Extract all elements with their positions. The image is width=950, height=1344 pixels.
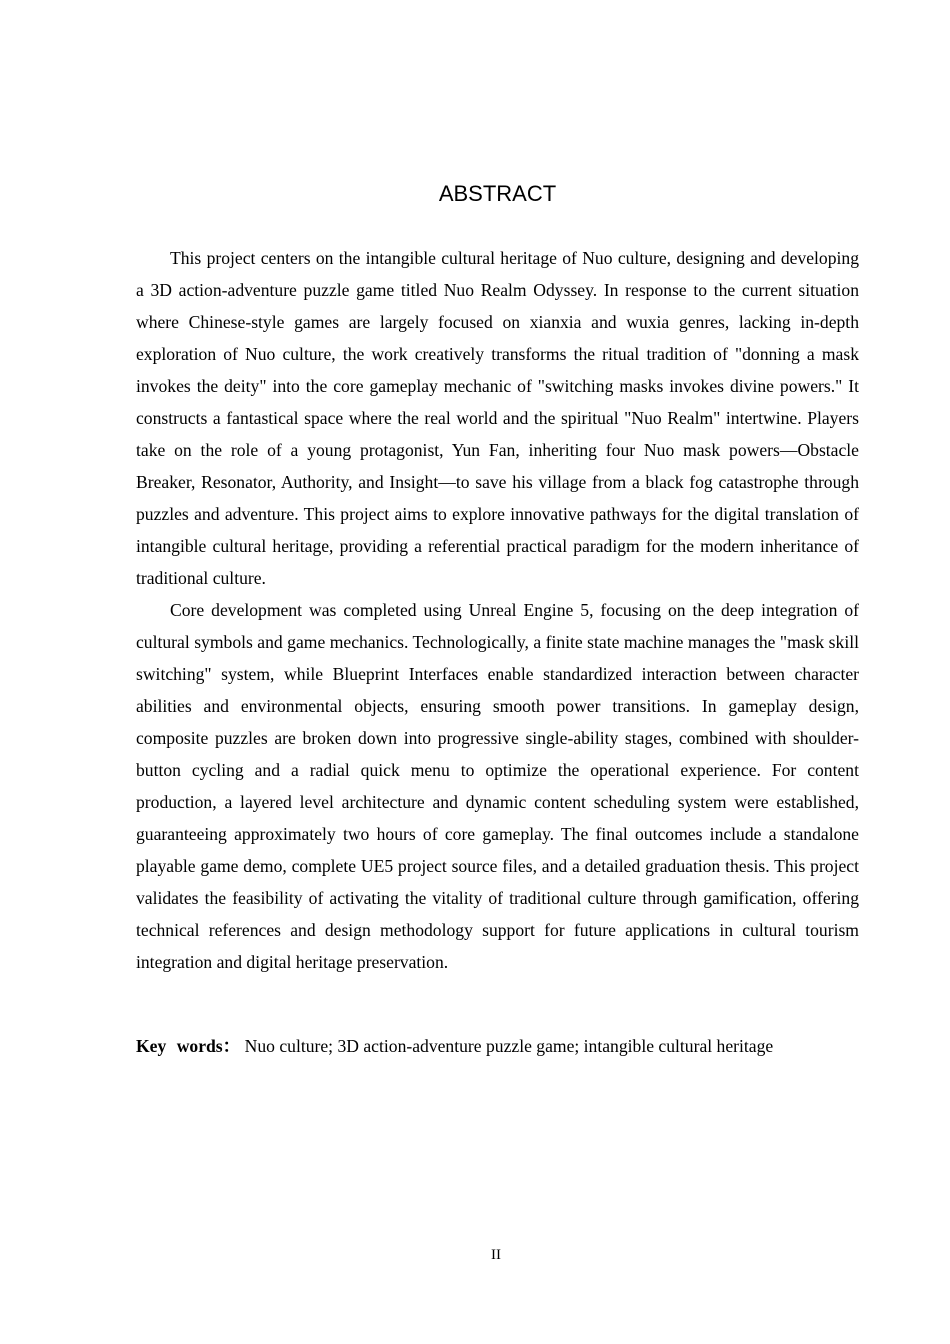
abstract-paragraph-1: This project centers on the intangible cultural heritage of Nuo culture, designing and developing a 3D action-adventure puzzle game titled Nuo Realm Odyssey. In response to the current situation where Chinese-style games are largely focused on xianxia and wuxia genres, lacking in-depth exploration of Nuo culture, the work creatively transforms the ritual tradition of "donning a mask invokes the deity" into the core gameplay mechanic of "switching masks invokes divine powers." It constructs a fantastical space where the real world and the spiritual "Nuo Realm" intertwine. Players take on the role of a young protagonist, Yun Fan, inheriting four Nuo mask powers—Obstacle Breaker, Resonator, Authority, and Insight—to save his village from a black fog catastrophe through puzzles and adventure. This project aims to explore innovative pathways for the digital translation of intangible cultural heritage, providing a referential practical paradigm for the modern inheritance of traditional culture. [136, 248, 859, 588]
abstract-paragraph-2: Core development was completed using Unreal Engine 5, focusing on the deep integration of cultural symbols and game mechanics. Technologically, a finite state machine manages the "mask skill switching" system, while Blueprint Interfaces enable standardized interaction between character abilities and environmental objects, ensuring smooth power transitions. In gameplay design, composite puzzles are broken down into progressive single-ability stages, combined with shoulder-button cycling and a radial quick menu to optimize the operational experience. For content production, a layered level architecture and dynamic content scheduling system were established, guaranteeing approximately two hours of core gameplay. The final outcomes include a standalone playable game demo, complete UE5 project source files, and a detailed graduation thesis. This project validates the feasibility of activating the vitality of traditional culture through gamification, offering technical references and design methodology support for future applications in cultural tourism integration and digital heritage preservation. [136, 600, 859, 972]
keywords-text: Nuo culture; 3D action-adventure puzzle game; intangible cultural heritage [244, 1036, 774, 1056]
keywords-label: Key words： [136, 1036, 241, 1056]
abstract-title: ABSTRACT [438, 181, 557, 206]
keywords-line [136, 1034, 859, 1058]
abstract-body [136, 242, 859, 978]
page-number: II [491, 1247, 501, 1263]
